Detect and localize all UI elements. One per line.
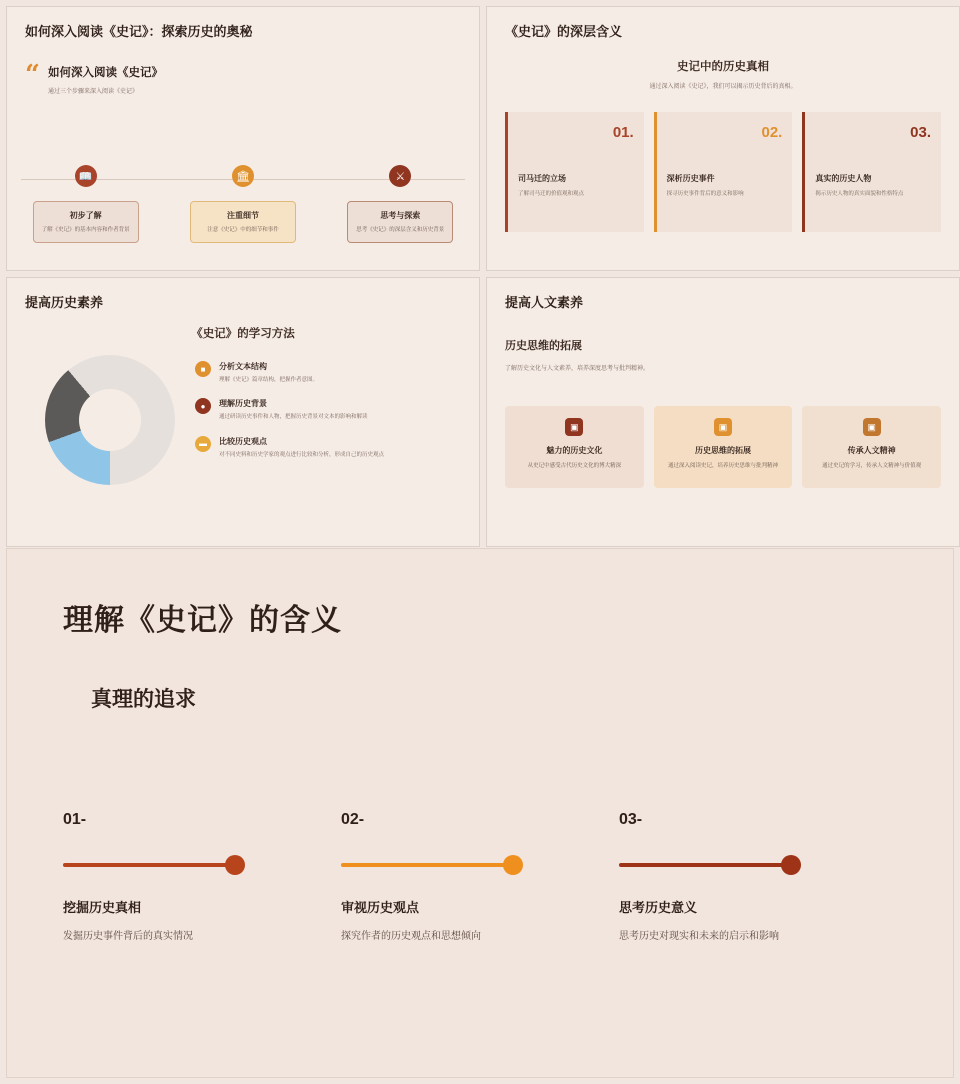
list-item-title: 理解历史背景 bbox=[219, 399, 267, 409]
timeline-box-desc: 注意《史记》中的细节和事件 bbox=[207, 227, 279, 233]
feature-box-desc: 从史记中感受古代历史文化的博大精深 bbox=[527, 463, 622, 469]
book-icon: 📖 bbox=[75, 165, 97, 187]
quote-icon: “ bbox=[25, 60, 40, 90]
slide-understanding-shiji bbox=[6, 548, 954, 1078]
card-desc: 揭示历史人物的真实面貌和性格特点 bbox=[815, 191, 904, 197]
column-kicker: 01- bbox=[63, 811, 87, 828]
feature-box[interactable] bbox=[654, 406, 793, 488]
slide3-heading: 《史记》的学习方法 bbox=[191, 328, 295, 340]
column-desc: 探究作者的历史观点和思想倾向 bbox=[341, 931, 481, 942]
card-title: 深析历史事件 bbox=[666, 174, 715, 183]
column-title: 挖掘历史真相 bbox=[63, 900, 142, 915]
column bbox=[63, 811, 309, 945]
slide-how-to-read bbox=[6, 6, 480, 271]
method-list bbox=[195, 355, 461, 485]
card-number: 03. bbox=[910, 124, 932, 141]
slide2-heading: 史记中的历史真相 bbox=[677, 61, 769, 73]
column-desc: 发掘历史事件背后的真实情况 bbox=[63, 931, 193, 942]
timeline-item[interactable] bbox=[7, 165, 164, 243]
numbered-card-row bbox=[505, 112, 941, 232]
numbered-card[interactable] bbox=[802, 112, 941, 232]
list-item[interactable] bbox=[195, 436, 461, 459]
culture-icon: ▣ bbox=[565, 418, 583, 436]
column bbox=[341, 811, 587, 945]
timeline-box-title: 思考与探索 bbox=[380, 211, 421, 220]
progress-bar[interactable] bbox=[619, 855, 865, 875]
column-row bbox=[63, 811, 897, 945]
progress-line bbox=[619, 863, 793, 867]
feature-box[interactable] bbox=[505, 406, 644, 488]
timeline-box-desc: 思考《史记》的深层含义和历史背景 bbox=[356, 227, 445, 233]
progress-bar[interactable] bbox=[341, 855, 587, 875]
page-title: 理解《史记》的含义 bbox=[63, 604, 342, 637]
magnify-icon: 🏛 bbox=[232, 165, 254, 187]
card-desc: 了解司马迁的价值观和观点 bbox=[518, 191, 585, 197]
progress-knob[interactable] bbox=[503, 855, 523, 875]
feature-box-title: 历史思维的拓展 bbox=[695, 446, 751, 455]
donut-chart-wrap bbox=[25, 355, 195, 485]
card-number: 01. bbox=[612, 124, 634, 141]
timeline-items bbox=[7, 165, 479, 243]
chart-icon: ■ bbox=[195, 361, 211, 377]
slide-history-literacy bbox=[6, 277, 480, 547]
card-title: 真实的历史人物 bbox=[815, 174, 872, 183]
slide2-title: 《史记》的深层含义 bbox=[505, 24, 623, 39]
timeline-box bbox=[347, 201, 453, 243]
spirit-icon: ▣ bbox=[863, 418, 881, 436]
column-title: 审视历史观点 bbox=[341, 900, 420, 915]
column-title: 思考历史意义 bbox=[619, 900, 698, 915]
card-number: 02. bbox=[761, 124, 783, 141]
progress-line bbox=[341, 863, 515, 867]
compare-icon: ▬ bbox=[195, 436, 211, 452]
feature-box-desc: 通过深入阅读史记，培养历史思维与批判精神 bbox=[668, 463, 779, 469]
slide1-quote-block bbox=[25, 60, 461, 95]
list-item-desc: 通过研读历史事件和人物，把握历史背景对文本的影响和解读 bbox=[219, 414, 368, 421]
timeline-box bbox=[33, 201, 139, 243]
timeline-box-title: 初步了解 bbox=[69, 211, 102, 220]
feature-box[interactable] bbox=[802, 406, 941, 488]
slide4-title: 提高人文素养 bbox=[505, 295, 584, 310]
feature-box-desc: 通过史记的学习，传承人文精神与价值观 bbox=[822, 463, 922, 469]
slide1-heading: 如何深入阅读《史记》 bbox=[47, 67, 163, 79]
brain-icon: ▣ bbox=[714, 418, 732, 436]
timeline-item[interactable] bbox=[322, 165, 479, 243]
slide-humanities-literacy bbox=[486, 277, 960, 547]
progress-line bbox=[63, 863, 237, 867]
timeline-box-desc: 了解《史记》的基本内容和作者背景 bbox=[41, 227, 130, 233]
feature-box-title: 魅力的历史文化 bbox=[546, 446, 603, 455]
card-title: 司马迁的立场 bbox=[518, 174, 566, 183]
list-item-desc: 对不同史料和历史学家的观点进行比较和分析，形成自己的历史观点 bbox=[219, 451, 385, 458]
list-item[interactable] bbox=[195, 361, 461, 384]
card-desc: 探寻历史事件背后的意义和影响 bbox=[666, 191, 744, 197]
list-item-title: 分析文本结构 bbox=[219, 362, 267, 371]
slide4-subtext: 了解历史文化与人文素养，培养深度思考与批判精神。 bbox=[505, 366, 650, 372]
timeline-box-title: 注重细节 bbox=[226, 211, 259, 220]
slide3-body bbox=[25, 355, 461, 485]
slide1-subtext: 通过三个步骤来深入阅读《史记》 bbox=[47, 89, 138, 95]
think-icon: ⚔ bbox=[389, 165, 411, 187]
numbered-card[interactable] bbox=[505, 112, 644, 232]
list-item-title: 比较历史观点 bbox=[219, 436, 267, 446]
timeline-item[interactable] bbox=[164, 165, 321, 243]
column-kicker: 02- bbox=[341, 811, 365, 828]
list-item-desc: 理解《史记》篇章结构，把握作者意图。 bbox=[219, 377, 319, 383]
page-subtitle: 真理的追求 bbox=[91, 688, 196, 711]
column bbox=[619, 811, 865, 945]
feature-box-row bbox=[505, 406, 941, 488]
slide1-title: 如何深入阅读《史记》：探索历史的奥秘 bbox=[25, 24, 253, 39]
column-desc: 思考历史对现实和未来的启示和影响 bbox=[619, 931, 779, 942]
feature-box-title: 传承人文精神 bbox=[847, 446, 896, 455]
slide2-subtext: 通过深入阅读《史记》，我们可以揭示历史背后的真相。 bbox=[649, 84, 797, 90]
slide4-heading: 历史思维的拓展 bbox=[505, 340, 582, 352]
donut-chart bbox=[45, 355, 175, 485]
globe-icon: ● bbox=[195, 398, 211, 414]
progress-bar[interactable] bbox=[63, 855, 309, 875]
numbered-card[interactable] bbox=[654, 112, 793, 232]
column-kicker: 03- bbox=[619, 811, 643, 828]
slide-deep-meaning bbox=[486, 6, 960, 271]
progress-knob[interactable] bbox=[225, 855, 245, 875]
slide3-title: 提高历史素养 bbox=[25, 295, 104, 310]
timeline-box bbox=[190, 201, 296, 243]
progress-knob[interactable] bbox=[781, 855, 801, 875]
list-item[interactable] bbox=[195, 398, 461, 421]
